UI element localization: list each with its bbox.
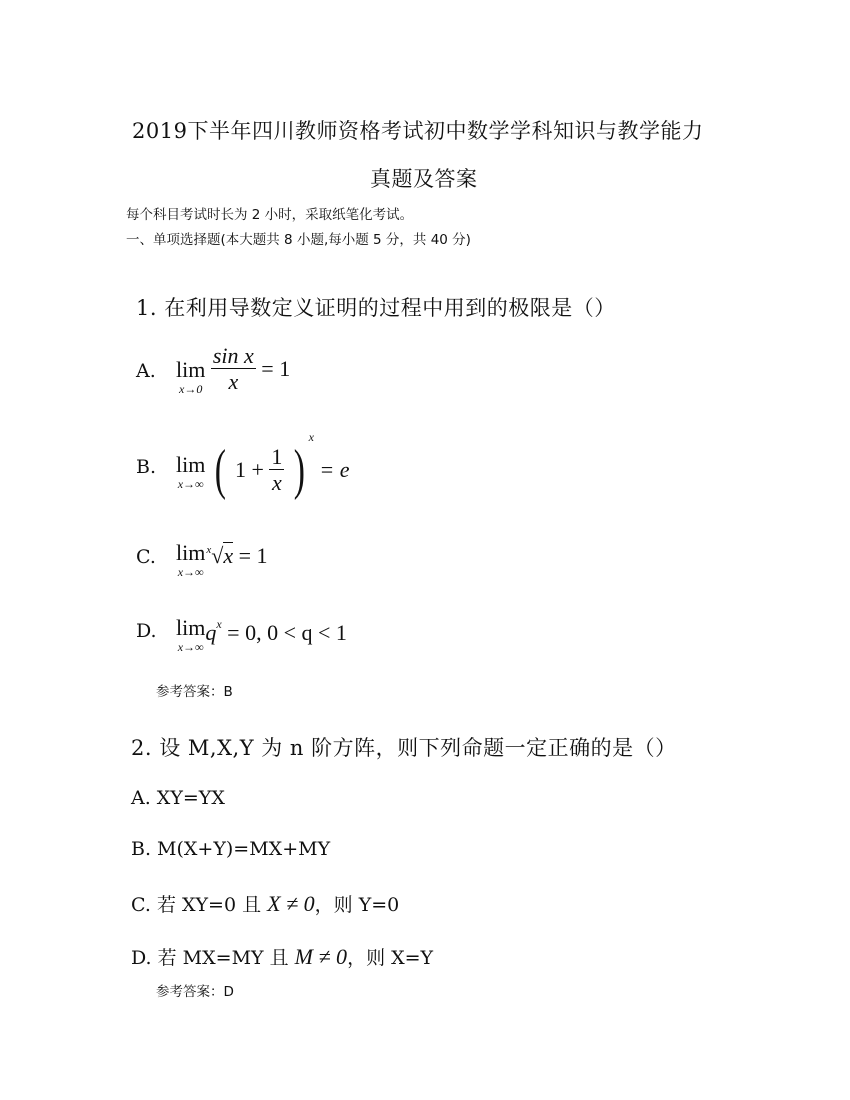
q2-c-prefix: C. 若 XY=0 且 <box>131 894 268 916</box>
q1-d-lim: lim x→∞ <box>176 615 206 654</box>
q1-b-lim: lim x→∞ <box>176 452 206 491</box>
q1-b-right-paren: ) <box>293 438 305 501</box>
q1-option-c-formula <box>176 542 268 578</box>
q1-c-rhs: = 1 <box>238 543 268 568</box>
q1-option-c-label: C. <box>136 546 156 568</box>
q1-b-rhs: = e <box>319 456 350 482</box>
q1-b-left-paren: ( <box>214 438 226 501</box>
q1-c-radicand: x <box>223 543 234 568</box>
q1-a-fraction: $\frac{\text{sin x}}{x}$ <box>212 343 254 395</box>
radical-sign-icon: √ <box>211 543 224 568</box>
q1-a-rhs: = 1 <box>261 355 291 381</box>
q2-d-math: M ≠ 0 <box>294 944 348 969</box>
q1-option-d-label: D. <box>136 620 157 642</box>
section-heading: 一、单项选择题(本大题共 8 小题,每小题 5 分，共 40 分) <box>126 232 471 248</box>
q2-answer: 参考答案：D <box>156 984 234 1000</box>
q1-b-fraction: $\frac{1}{x}$ <box>271 444 283 496</box>
question-2-stem: 2. 设 M,X,Y 为 n 阶方阵，则下列命题一定正确的是（） <box>131 736 677 760</box>
q1-d-rhs: = 0, 0 < q < 1 <box>227 620 347 645</box>
page-title-line2: 真题及答案 <box>370 167 478 191</box>
q2-option-d <box>131 943 433 970</box>
q2-option-a: A. XY=YX <box>131 787 225 809</box>
q2-c-math: X ≠ 0 <box>267 891 315 916</box>
q2-option-c <box>131 890 399 917</box>
question-1-stem: 1. 在利用导数定义证明的过程中用到的极限是（） <box>136 296 616 320</box>
q1-option-a-label: A. <box>136 360 156 382</box>
q2-option-b: B. M(X+Y)=MX+MY <box>131 838 331 860</box>
q1-option-d-formula <box>176 617 347 653</box>
q1-c-root-index: x <box>206 544 212 556</box>
q1-answer: 参考答案：B <box>156 684 233 700</box>
q1-d-base: q <box>205 620 217 645</box>
q1-option-b-formula <box>176 430 350 501</box>
page-title: 2019下半年四川教师资格考试初中数学学科知识与教学能力 <box>132 119 704 143</box>
q1-b-one: 1 + <box>235 456 264 482</box>
q2-d-suffix: ，则 X=Y <box>347 947 434 969</box>
q1-a-lim: lim x→0 <box>176 357 206 396</box>
q1-d-exponent: x <box>216 617 222 631</box>
intro-text: 每个科目考试时长为 2 小时，采取纸笔化考试。 <box>126 207 414 223</box>
q1-option-b-label: B. <box>136 456 157 478</box>
q1-c-lim: lim x→∞ <box>176 540 206 579</box>
q1-option-a-formula <box>176 343 290 395</box>
q1-b-exponent: x <box>308 430 314 444</box>
q2-d-prefix: D. 若 MX=MY 且 <box>131 947 295 969</box>
q2-c-suffix: ，则 Y=0 <box>314 894 400 916</box>
